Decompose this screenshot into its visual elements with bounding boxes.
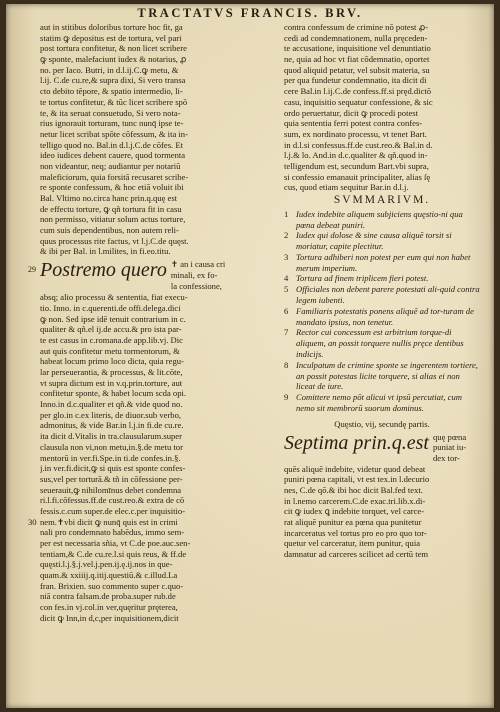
summary-item-number: 7 [284, 327, 289, 338]
text-line: ita dicit d.Vitalis in tra.clausularum.super [40, 431, 182, 442]
text-line: cere Bal.in l.ij.C.de confess.ff.si pręd.dictō [284, 86, 432, 97]
text-line: con fes.in vj.col.in ver,quęritur pręterea, [40, 602, 178, 613]
summary-item [284, 209, 480, 231]
summary-item [284, 284, 480, 306]
text-line: telligendum est, secundum Bart.vbi supra, [284, 160, 429, 171]
text-line: vt supra dictum est in v.q.prin.torture, aut [40, 377, 183, 388]
text-line: non permisso, vitiatur solum actus torture, [40, 214, 186, 225]
text-line: ordo peruertatur, dicit ꝙ procedi potest [284, 107, 419, 118]
text-line: cus, quod etiam sequitur Bar.in d.l.j. [284, 182, 409, 193]
running-header: TRACTATVS FRANCIS. BRV. [137, 6, 363, 20]
text-line: quia sententia ferri potest contra confes- [284, 118, 423, 129]
text-line: quam.& xxiiij.q.itij.questiū.& c.illud.La [40, 570, 178, 581]
summary-item-text: Officiales non debent parere potestati ali-quid contra legem iubenti. [296, 284, 480, 306]
text-line: casu, inquisitio sequatur confessione, & sic [284, 96, 433, 107]
text-line: te accusatione, inquisitione vel denuntiatio [284, 43, 431, 54]
text-line: l.ij. C.de cu.re,& supra dixi, Si vero transa [40, 75, 186, 86]
text-line: quēs aliquē indebite, videtur quod debeat [284, 463, 426, 474]
summary-item [284, 252, 480, 274]
text-line: cto debito tēpore, & spatio intermedio, li- [40, 86, 183, 97]
text-line: qualiter & qñ.el ij.de accu.& pro ista par- [40, 324, 182, 335]
drop-rest [171, 259, 225, 291]
left-column [28, 22, 250, 624]
text-line: sum, ex nordinato processu, vt tenet Bart. [284, 128, 427, 139]
text-line: telligo quod no. Bal.in d.l.j.C.de cōfes. Et [40, 139, 183, 150]
text-line: clausula non vi,non metu,in.§.de metu tor [40, 441, 183, 452]
summary-item [284, 392, 480, 414]
summary-item-number: 1 [284, 208, 289, 219]
text-line: ꝙ non. Sed ipse idē tenuit contrarium in c. [40, 313, 186, 324]
text-line: no. per Iaco. Butri, in d.l.ij.C.ꝙ metu, & [40, 64, 179, 75]
summary-item [284, 360, 480, 392]
text-line: minali, ex fo- [170, 269, 218, 280]
text-line: quęsti.l.j.§.j.vel.j.pen.ij.ę.ij.nos in que- [40, 559, 173, 570]
left-text-block-a [40, 22, 250, 257]
text-line: seuerauit,ꝙ nihilomīnus debet condemna [40, 484, 182, 495]
line-text: nem.✝vbi dicit ꝙ nunq̄ quis est in crimi [40, 516, 178, 527]
text-line: puniri pœna capitali, vt est tex.in l.decurio [284, 474, 430, 485]
text-line: tio. Inno. in c.querenti.de offi.delega.dici [40, 302, 181, 313]
text-line: ri.l.fi.cōfessus.ff.de cust.reo.& extra de cō [40, 495, 185, 506]
text-line: mentorū in ver.fi.Spe.in ti.de confes.in.§. [40, 452, 181, 463]
left-text-block-b [40, 292, 250, 516]
text-line: rat aliquē punitur ea pœna qua punitetur [284, 517, 422, 528]
summary-item-text: Tortura ad finem triplicem fieri potest. [296, 273, 429, 284]
text-line: te est casus in c.romana.de app.lib.vj. Dic [40, 334, 183, 345]
text-line: statim ꝙ depositus est de tortura, vel pari [40, 32, 182, 43]
book-page [6, 4, 494, 708]
text-line: Bal. Vltimo no.circa hanc prin.q.quę est [40, 193, 178, 203]
summary-item-number: 6 [284, 305, 289, 316]
text-line: de effectu torture, ꝙ qñ tortura fit in casu [40, 203, 182, 214]
text-line: aut in stitibus doloribus torture hoc fit, ga [40, 22, 183, 32]
summary-item [284, 327, 480, 359]
summary-list [284, 209, 480, 414]
text-line: maleficiorum, quia forsitā recusaret scribe- [40, 171, 189, 182]
summary-item-text: Inculpatum de crimine sponte se ingerentem tortiere, an possit potestas licite torquere, si alias ei non liceat de iure. [296, 359, 478, 392]
marginal-number-30: 30 [28, 516, 37, 527]
text-line: absq; alio processu & sententia, fiat execu- [40, 292, 188, 303]
numbered-line-30 [28, 516, 250, 528]
text-line: per qua fundetur condemnatio, ita dicit di [284, 75, 427, 86]
summary-item-number: 5 [284, 284, 289, 295]
text-line: ideo iudices debent cauere, quod tormenta [40, 150, 186, 161]
text-line: & ibi per Bal. in l.milites, in fi.eo.titu. [40, 246, 171, 257]
text-line: ꝙ sponte, malefaciunt iudex & notarius, ꝓ [40, 54, 187, 65]
text-line: niā contra falsam.de proba.super rub.de [40, 591, 176, 602]
text-line: si confessio emanauit principaliter, alias ſę [284, 171, 431, 182]
text-line: nes, C.de qō.& ibi hoc dicit Bal.fed text. [284, 484, 423, 495]
drop-rest [433, 432, 466, 464]
summary-item-number: 8 [284, 359, 289, 370]
text-line: per est necessaria sñia, vt C.de poe.auc.sen- [40, 538, 191, 548]
text-line: non videantur, neq; audiantur per notariū [40, 160, 181, 171]
text-line: contra confessum de crimine nō potest ꝓ- [284, 22, 429, 32]
summary-item-number: 9 [284, 392, 289, 403]
text-line: j.in ver.fi.dicit,ꝙ si quis est sponte confes- [40, 463, 186, 474]
text-line: puniat iu- [433, 442, 467, 453]
text-line: quetur vel carceratur, item punitur, quia [284, 538, 421, 549]
summary-item-text: Iudex indebite aliquem subjiciens quęstio-ni qua pœna debeat puniri. [296, 208, 463, 230]
summary-title: SVMMARIVM. [333, 194, 431, 206]
text-line: fran. Brixien. suo commento super c.quo- [40, 580, 184, 591]
text-line: la confessione, [170, 280, 222, 291]
summary-item-text: Rector cui concessum est arbitrium torque-di aliquem, an possit torquere nullis pręce dentibus indicijs. [296, 327, 464, 360]
summary-item-text: Tortura adhiberi non potest per eum qui non habet merum imperium. [296, 251, 471, 273]
text-line: per glo.in c.ex literis, de diuor.sub verbo, [40, 409, 182, 420]
left-text-block-c [40, 527, 250, 623]
summary-item-number: 4 [284, 273, 289, 284]
summary-item-number: 2 [284, 230, 289, 241]
text-line: in d.l.si confessus.ff.de cust.reo.& Bal.in d. [284, 139, 433, 150]
text-line: quod aliquid petatur, vel subsit materia, su [284, 64, 430, 75]
text-line: netur licet scribat spōte cōfessum, & ita in- [40, 128, 188, 139]
text-line: cedi ad condemnationem, nulla pręceden- [284, 32, 428, 43]
text-line: quus processus rite factus, vt l.j.C.de quęst. [40, 235, 189, 246]
text-line: Inno.in d.c.qualiter et qñ.& vide quod no. [40, 399, 183, 410]
text-line: ✝ an i causa cri [170, 259, 226, 270]
summary-item [284, 230, 480, 252]
text-line: te tortus confitetur, & tūc licet scribere spō [40, 96, 188, 107]
summary-item [284, 273, 480, 284]
summary-item-text: Iudex qui dolose & sine causa aliquē torsit si moriatur, capite plectitur. [296, 230, 452, 252]
text-line: quę pœna [433, 431, 467, 442]
text-line: admonitus, & vide Bar.in l.j.in fi.de cu.re. [40, 420, 184, 431]
text-line: cit ꝙ iudex ꝗ indebite torquet, vel carce- [284, 506, 425, 517]
text-line: sus,vel per torturā.& tñ in cōfessione per- [40, 473, 183, 484]
text-line: te, & ita seruat consuetudo, Si vero nota- [40, 107, 181, 118]
text-line: fessis.c.cum super.de elec.c.per inquisitio- [40, 505, 186, 516]
summary-item [284, 306, 480, 328]
text-line: cum suis dependentibus, non autem reli- [40, 225, 179, 236]
drop-heading-septima [284, 432, 480, 464]
text-line: re sponte confessum, & hoc etiā voluit ibi [40, 182, 184, 193]
text-line: in l.nemo carcerem.C.de exac.tri.lib.x.di- [284, 495, 426, 506]
text-line: rius ignorauit torturam, tunc nunq̄ ipse te- [40, 118, 184, 129]
text-line: confitetur sponte, & habet locum scda opi. [40, 388, 187, 399]
text-line: l.j.& lo. And.in d.c.qualiter & qñ.quod in- [284, 150, 428, 161]
text-line: ne, quia ad hoc vt fiat cōdemnatio, oportet [284, 54, 430, 65]
text-line: lar perseuerantia, & processus, & lit.cōte, [40, 367, 183, 377]
text-line: dex tor- [433, 452, 460, 463]
summary-item-number: 3 [284, 251, 289, 262]
text-line: tentiam,& C.de cu.re.l.si quis reus, & ff.de [40, 548, 187, 559]
text-line: damnatur ad carceres scilicet ad certū tem [284, 549, 429, 560]
drop-word: Postremo quero [40, 259, 167, 282]
text-line: nali pro condemnato habēdus, immo sem- [40, 527, 185, 538]
summary-item-text: Comittere nemo pōt alicui vt ipsū percutiat, cum nemo sit membrorū suorum dominus. [296, 392, 462, 414]
text-line: dicit ꝙ Inn,in d,c,per inquisitionem,dicit [40, 612, 179, 623]
drop-word: Septima prin.q.est [284, 431, 429, 454]
text-line: incarceratus vel tortus pro eo pro quo tor- [284, 527, 427, 538]
right-text-block-a [284, 22, 480, 193]
text-line: aut quis confitetur metu tormentorum, & [40, 345, 180, 356]
summary-item-text: Familiaris potestatis ponens aliquē ad tor-turam de mandato ipsius, non tenetur. [296, 305, 474, 327]
text-line: post tortura confitetur, & non licet scribere [40, 43, 187, 54]
right-text-block-b [284, 464, 480, 560]
question-subtitle: Quęstio, vij, secundę partis. [334, 418, 430, 429]
marginal-number-29: 29 [28, 265, 36, 275]
text-line: habeat locum primo loco dicta, quia regu- [40, 356, 184, 367]
right-column [284, 22, 480, 560]
drop-heading-postremo [28, 259, 250, 291]
